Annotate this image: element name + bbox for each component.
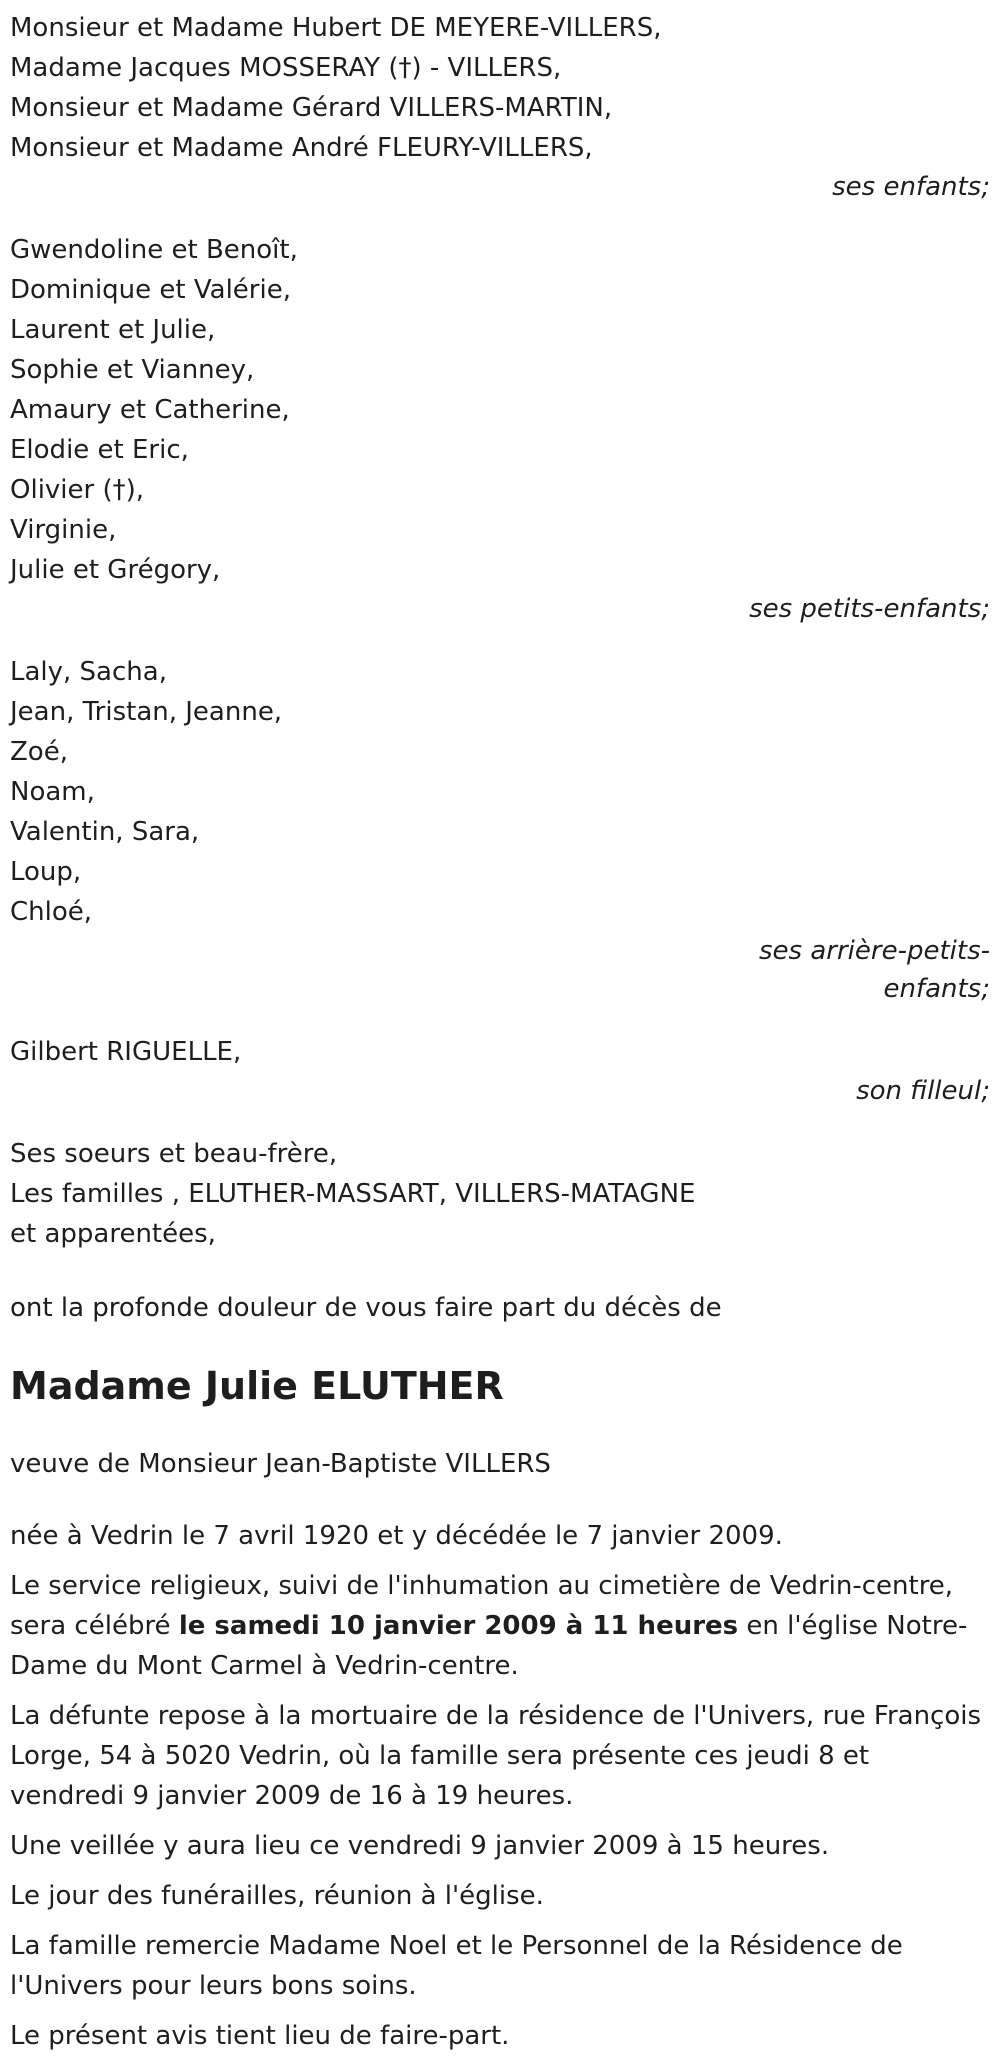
family-line: Zoé, [10,737,68,767]
family-line: Loup, [10,857,82,887]
relation-label: ses petits-enfants; [749,594,990,624]
family-line: Olivier (†), [10,475,145,505]
deceased-name: Madame Julie ELUTHER [10,1364,504,1408]
family-line: Elodie et Eric, [10,435,189,465]
family-line: Monsieur et Madame Hubert DE MEYERE-VILLERS, [10,13,662,43]
relation-label: son filleul; [856,1076,990,1106]
thanks-paragraph: La famille remercie Madame Noel et le Personnel de la Résidence de l'Univers pour leurs bons soins. [10,1931,903,2001]
service-date-time: le samedi 10 janvier 2009 à 11 heures [178,1611,739,1641]
family-line: Sophie et Vianney, [10,355,255,385]
service-text-after: en l'église Notre-Dame du Mont Carmel à Vedrin-centre. [10,1611,968,1681]
relation-label: ses enfants; [832,172,990,202]
family-line: et apparentées, [10,1219,216,1249]
great-grandchildren-section [10,652,990,1008]
family-line: Laurent et Julie, [10,315,216,345]
other-relatives-section [10,1134,990,1254]
family-line: Les familles , ELUTHER-MASSART, VILLERS-MATAGNE [10,1179,696,1209]
family-line: Julie et Grégory, [10,555,221,585]
service-paragraph [10,1566,990,1686]
family-line: Madame Jacques MOSSERAY (†) - VILLERS, [10,53,562,83]
family-line: Chloé, [10,897,93,927]
family-line: Laly, Sacha, [10,657,167,687]
godson-section [10,1032,990,1110]
family-line: Valentin, Sara, [10,817,200,847]
family-line: Dominique et Valérie, [10,275,291,305]
family-line: Gilbert RIGUELLE, [10,1037,242,1067]
family-line: Noam, [10,777,95,807]
birth-death-text: née à Vedrin le 7 avril 1920 et y décédée le 7 janvier 2009. [10,1521,783,1551]
relation-label: ses arrière-petits-enfants; [759,936,990,1004]
family-line: Ses soeurs et beau-frère, [10,1139,338,1169]
family-line: Jean, Tristan, Jeanne, [10,697,283,727]
family-line: Monsieur et Madame Gérard VILLERS-MARTIN, [10,93,613,123]
children-section [10,8,990,206]
service-text-before: Le service religieux, suivi de l'inhumation au cimetière de Vedrin-centre, sera célébré [10,1571,954,1641]
family-line: Monsieur et Madame André FLEURY-VILLERS, [10,133,593,163]
funeral-meeting-paragraph: Le jour des funérailles, réunion à l'église. [10,1881,544,1911]
grandchildren-section [10,230,990,628]
family-line: Virginie, [10,515,117,545]
family-line: Amaury et Catherine, [10,395,290,425]
widow-of-text: veuve de Monsieur Jean-Baptiste VILLERS [10,1449,551,1479]
notice-paragraph: Le présent avis tient lieu de faire-part. [10,2021,510,2051]
announcement-text: ont la profonde douleur de vous faire part du décès de [10,1293,722,1323]
mortuary-paragraph: La défunte repose à la mortuaire de la résidence de l'Univers, rue François Lorge, 54 à 5020 Vedrin, où la famille sera présente ces jeudi 8 et vendredi 9 janvier 2009 de 16 à 19 heures. [10,1701,982,1811]
family-line: Gwendoline et Benoît, [10,235,298,265]
vigil-paragraph: Une veillée y aura lieu ce vendredi 9 janvier 2009 à 15 heures. [10,1831,830,1861]
